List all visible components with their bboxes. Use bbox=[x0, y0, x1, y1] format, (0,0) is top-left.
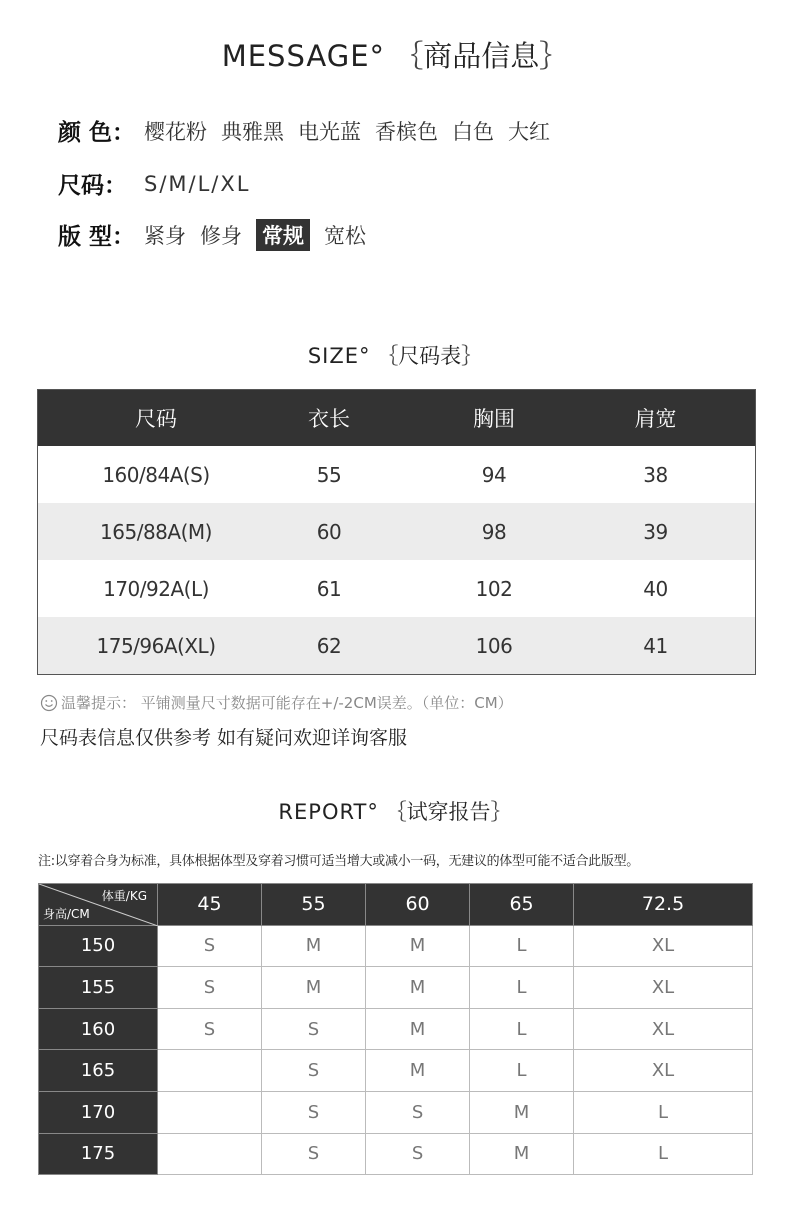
report-header-row bbox=[39, 884, 753, 926]
size-cell: L bbox=[470, 1050, 574, 1092]
table-cell: 40 bbox=[643, 576, 668, 601]
size-cell: S bbox=[262, 1133, 366, 1175]
table-cell: 98 bbox=[481, 519, 507, 544]
size-cell bbox=[158, 1091, 262, 1133]
size-cell bbox=[158, 1133, 262, 1175]
size-cell: XL bbox=[574, 1050, 753, 1092]
color-option: 典雅黑 bbox=[221, 119, 284, 144]
height-header: 170 bbox=[39, 1091, 158, 1133]
size-cell: S bbox=[158, 967, 262, 1009]
fit-option-selected: 常规 bbox=[256, 219, 310, 251]
color-row bbox=[58, 114, 564, 147]
table-cell: 55 bbox=[316, 462, 342, 487]
table-cell: 94 bbox=[481, 462, 507, 487]
size-cell: XL bbox=[574, 925, 753, 967]
fit-option: 紧身 bbox=[144, 223, 186, 248]
report-row bbox=[39, 1133, 753, 1175]
report-row bbox=[39, 1050, 753, 1092]
size-cell: S bbox=[262, 1091, 366, 1133]
message-title-cn: 商品信息 bbox=[423, 39, 540, 73]
table-cell: 170/92A(L) bbox=[103, 576, 209, 601]
weight-header: 60 bbox=[366, 884, 470, 926]
report-title-cn: 试穿报告 bbox=[406, 800, 491, 824]
size-cell: XL bbox=[574, 967, 753, 1009]
measurement-tip bbox=[40, 692, 513, 713]
report-title-en: REPORT° bbox=[278, 800, 379, 824]
size-row bbox=[58, 167, 264, 200]
title-brace-open: ｛ bbox=[394, 39, 424, 73]
report-row bbox=[39, 967, 753, 1009]
title-brace-close: ｝ bbox=[539, 39, 569, 73]
size-label: 尺码： bbox=[58, 173, 127, 199]
message-title-en: MESSAGE° bbox=[221, 39, 386, 73]
size-cell: L bbox=[574, 1091, 753, 1133]
weight-header: 65 bbox=[470, 884, 574, 926]
fit-label: 版 型： bbox=[58, 224, 136, 250]
size-cell: L bbox=[470, 967, 574, 1009]
report-row bbox=[39, 1091, 753, 1133]
table-row bbox=[38, 560, 755, 617]
size-cell: M bbox=[366, 967, 470, 1009]
header-cell: 尺码 bbox=[135, 407, 177, 431]
table-cell: 106 bbox=[475, 633, 513, 658]
weight-header: 55 bbox=[262, 884, 366, 926]
height-header: 150 bbox=[39, 925, 158, 967]
size-cell: M bbox=[470, 1133, 574, 1175]
size-cell: S bbox=[158, 925, 262, 967]
report-note: 注:以穿着合身为标准，具体根据体型及穿着习惯可适当增大或减小一码，无建议的体型可能不适合此版型。 bbox=[38, 854, 639, 869]
size-cell: S bbox=[262, 1008, 366, 1050]
title-brace-close: ｝ bbox=[461, 344, 483, 368]
size-cell: M bbox=[262, 925, 366, 967]
size-cell: M bbox=[366, 1008, 470, 1050]
weight-header: 45 bbox=[158, 884, 262, 926]
table-row bbox=[38, 503, 755, 560]
table-cell: 160/84A(S) bbox=[102, 462, 210, 487]
weight-axis-label: 体重/KG bbox=[101, 889, 147, 903]
tip-text: 温馨提示： 平铺测量尺寸数据可能存在+/-2CM误差。（单位：CM） bbox=[61, 694, 513, 712]
smile-icon bbox=[40, 694, 58, 712]
size-cell: S bbox=[158, 1008, 262, 1050]
size-values: S/M/L/XL bbox=[144, 171, 251, 196]
fitting-report-table bbox=[38, 883, 753, 1175]
table-cell: 102 bbox=[475, 576, 513, 601]
size-title-cn: 尺码表 bbox=[398, 344, 462, 368]
title-brace-open: ｛ bbox=[377, 344, 399, 368]
table-cell: 175/96A(XL) bbox=[96, 633, 216, 658]
size-cell: M bbox=[366, 1050, 470, 1092]
header-cell: 肩宽 bbox=[634, 407, 677, 431]
size-cell: S bbox=[262, 1050, 366, 1092]
size-cell: S bbox=[366, 1133, 470, 1175]
table-cell: 60 bbox=[316, 519, 342, 544]
size-cell: M bbox=[262, 967, 366, 1009]
size-title-en: SIZE° bbox=[307, 344, 371, 368]
message-section-title bbox=[0, 34, 790, 75]
fit-row bbox=[58, 218, 380, 251]
color-option: 樱花粉 bbox=[144, 119, 207, 144]
title-brace-open: ｛ bbox=[385, 800, 407, 824]
table-cell: 41 bbox=[643, 633, 668, 658]
color-option: 电光蓝 bbox=[298, 119, 361, 144]
header-cell: 衣长 bbox=[308, 407, 350, 431]
color-option: 香槟色 bbox=[375, 119, 438, 144]
fit-option: 修身 bbox=[200, 223, 242, 248]
table-cell: 61 bbox=[316, 576, 342, 601]
color-option: 大红 bbox=[508, 119, 550, 144]
size-cell: S bbox=[366, 1091, 470, 1133]
height-header: 160 bbox=[39, 1008, 158, 1050]
size-cell: M bbox=[366, 925, 470, 967]
size-cell: L bbox=[574, 1133, 753, 1175]
header-cell: 胸围 bbox=[473, 407, 515, 431]
table-cell: 62 bbox=[316, 633, 342, 658]
table-cell: 39 bbox=[643, 519, 668, 544]
weight-header: 72.5 bbox=[574, 884, 753, 926]
size-cell: L bbox=[470, 1008, 574, 1050]
size-section-title bbox=[0, 340, 790, 370]
title-brace-close: ｝ bbox=[490, 800, 512, 824]
report-section-title bbox=[0, 796, 790, 826]
size-table-header bbox=[38, 390, 755, 446]
color-label: 颜 色： bbox=[58, 120, 136, 146]
height-header: 175 bbox=[39, 1133, 158, 1175]
size-table bbox=[37, 389, 756, 675]
height-header: 165 bbox=[39, 1050, 158, 1092]
color-option: 白色 bbox=[452, 119, 494, 144]
size-cell bbox=[158, 1050, 262, 1092]
table-cell: 165/88A(M) bbox=[100, 519, 212, 544]
table-row bbox=[38, 446, 755, 503]
fit-option: 宽松 bbox=[324, 223, 366, 248]
table-cell: 38 bbox=[643, 462, 668, 487]
height-header: 155 bbox=[39, 967, 158, 1009]
size-cell: M bbox=[470, 1091, 574, 1133]
size-cell: XL bbox=[574, 1008, 753, 1050]
report-row bbox=[39, 1008, 753, 1050]
corner-cell bbox=[39, 884, 158, 926]
reference-note: 尺码表信息仅供参考 如有疑问欢迎详询客服 bbox=[40, 727, 408, 749]
table-row bbox=[38, 617, 755, 674]
size-cell: L bbox=[470, 925, 574, 967]
report-row bbox=[39, 925, 753, 967]
height-axis-label: 身高/CM bbox=[43, 906, 90, 921]
